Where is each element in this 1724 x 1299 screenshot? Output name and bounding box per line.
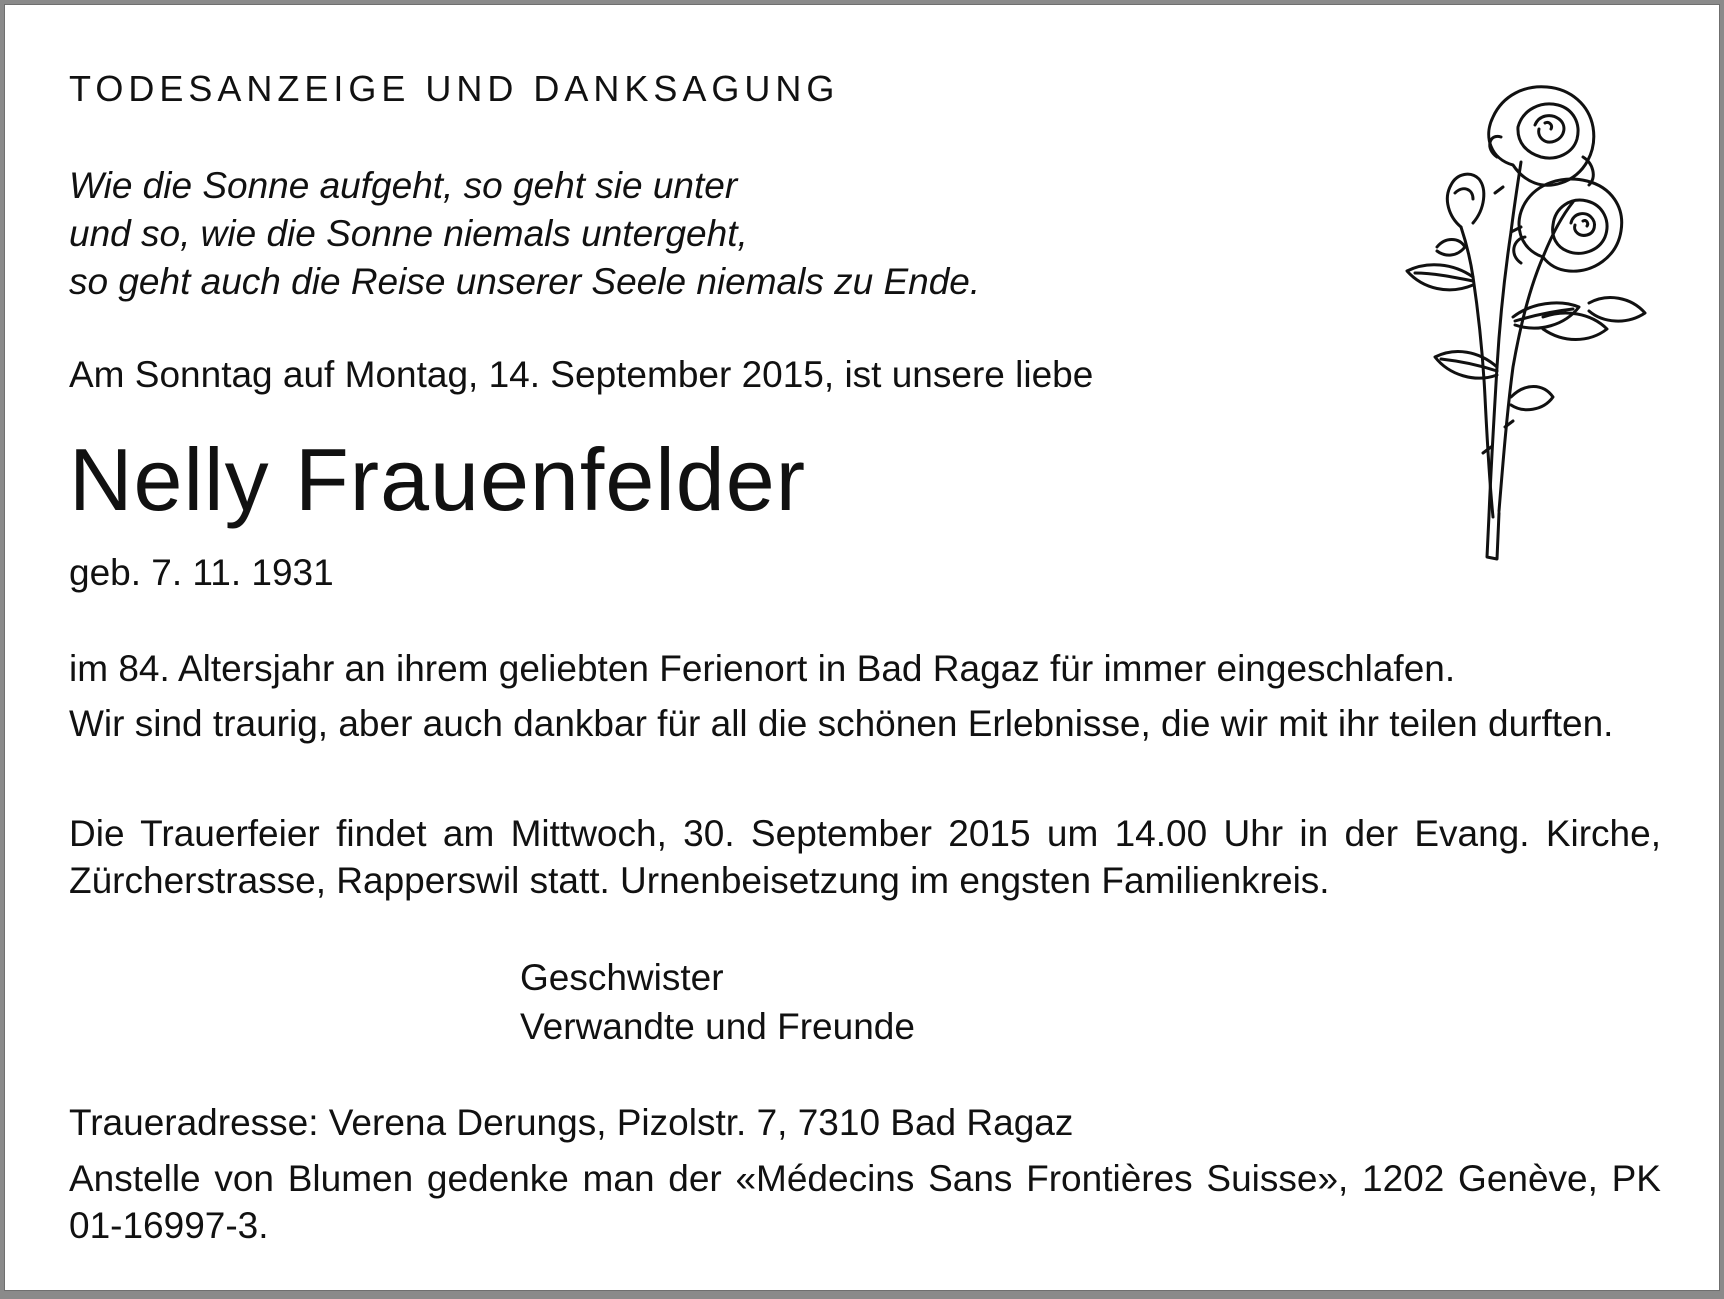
donation-note: Anstelle von Blumen gedenke man der «Médecins Sans Frontières Suisse», 1202 Genève, PK 01-16997-3. (69, 1158, 1661, 1246)
paragraph-passing: im 84. Altersjahr an ihrem geliebten Ferienort in Bad Ragaz für immer eingeschlafen. (69, 648, 1456, 689)
intro-line: Am Sonntag auf Montag, 14. September 2015, ist unsere liebe (69, 354, 1094, 395)
obituary-notice (4, 4, 1720, 1291)
rose-illustration-icon (1393, 67, 1673, 567)
poem-line: und so, wie die Sonne niemals untergeht, (69, 213, 748, 254)
mourners-list (520, 953, 915, 1051)
paragraph-gratitude: Wir sind traurig, aber auch dankbar für all die schönen Erlebnisse, die wir mit ihr teilen durften. (69, 703, 1614, 744)
poem (69, 162, 980, 306)
deceased-name: Nelly Frauenfelder (69, 430, 806, 529)
poem-line: Wie die Sonne aufgeht, so geht sie unter (69, 165, 738, 206)
mourner-line: Verwandte und Freunde (520, 1006, 915, 1047)
mourner-line: Geschwister (520, 957, 724, 998)
notice-header: TODESANZEIGE UND DANKSAGUNG (69, 68, 840, 109)
mourning-address: Traueradresse: Verena Derungs, Pizolstr. 7, 7310 Bad Ragaz (69, 1102, 1074, 1143)
birth-date: geb. 7. 11. 1931 (69, 552, 334, 593)
poem-line: so geht auch die Reise unserer Seele niemals zu Ende. (69, 261, 981, 302)
paragraph-funeral: Die Trauerfeier findet am Mittwoch, 30. September 2015 um 14.00 Uhr in der Evang. Kirche, Zürcherstrasse, Rapperswil statt. Urnenbeisetzung im engsten Familienkreis. (69, 813, 1661, 901)
